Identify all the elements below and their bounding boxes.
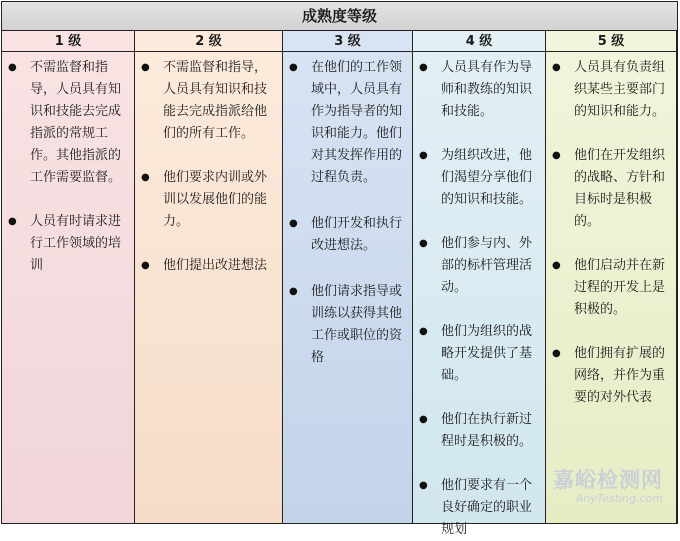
level-4-list [417, 57, 541, 541]
list-item: ● 人员有时请求进行工作领域的培训 [6, 211, 130, 277]
table-title: 成熟度等级 [2, 2, 677, 31]
list-item: ● 他们提出改进想法 [139, 255, 278, 277]
list-item: ● 他们请求指导或训练以获得其他工作或职位的资格 [287, 281, 408, 369]
list-item: ● 为组织改进，他们渴望分享他们的知识和技能。 [417, 145, 541, 211]
level-5-column [546, 31, 677, 523]
level-2-list [139, 57, 278, 277]
level-1-header: 1 级 [2, 31, 134, 52]
list-item: ● 他们在执行新过程时是积极的。 [417, 409, 541, 453]
list-item: ● 他们要求有一个良好确定的职业规划 [417, 475, 541, 541]
list-item: ● 他们参与内、外部的标杆管理活动。 [417, 233, 541, 299]
maturity-level-table [1, 1, 678, 537]
level-5-header: 5 级 [546, 31, 676, 52]
level-2-header: 2 级 [135, 31, 282, 52]
list-item: ● 他们在开发组织的战略、方针和目标时是积极的。 [550, 145, 672, 233]
level-1-list [6, 57, 130, 277]
list-item: ● 不需监督和指导，人员具有知识和技能去完成指派给他们的所有工作。 [139, 57, 278, 145]
list-item: ● 在他们的工作领域中，人员具有作为指导者的知识和能力。他们对其发挥作用的过程负责。 [287, 57, 408, 189]
level-5-list [550, 57, 672, 409]
watermark-text: 嘉峪检测网 [553, 468, 663, 492]
list-item: ● 他们拥有扩展的网络，并作为重要的对外代表 [550, 343, 672, 409]
watermark-url: AnyTesting.com [575, 492, 663, 505]
list-item: ● 人员具有负责组织某些主要部门的知识和能力。 [550, 57, 672, 123]
list-item: ● 他们启动并在新过程的开发上是积极的。 [550, 255, 672, 321]
level-1-column [2, 31, 135, 523]
level-4-header: 4 级 [413, 31, 545, 52]
list-item: ● 他们为组织的战略开发提供了基础。 [417, 321, 541, 387]
level-2-column [135, 31, 283, 523]
level-3-list [287, 57, 408, 369]
level-3-header: 3 级 [283, 31, 412, 52]
list-item: ● 他们开发和执行改进想法。 [287, 213, 408, 257]
list-item: ● 不需监督和指导，人员具有知识和技能去完成指派的常规工作。其他指派的工作需要监督。 [6, 57, 130, 189]
level-4-column [413, 31, 546, 537]
level-3-column [283, 31, 413, 523]
list-item: ● 人员具有作为导师和教练的知识和技能。 [417, 57, 541, 123]
list-item: ● 他们要求内训或外训以发展他们的能力。 [139, 167, 278, 233]
